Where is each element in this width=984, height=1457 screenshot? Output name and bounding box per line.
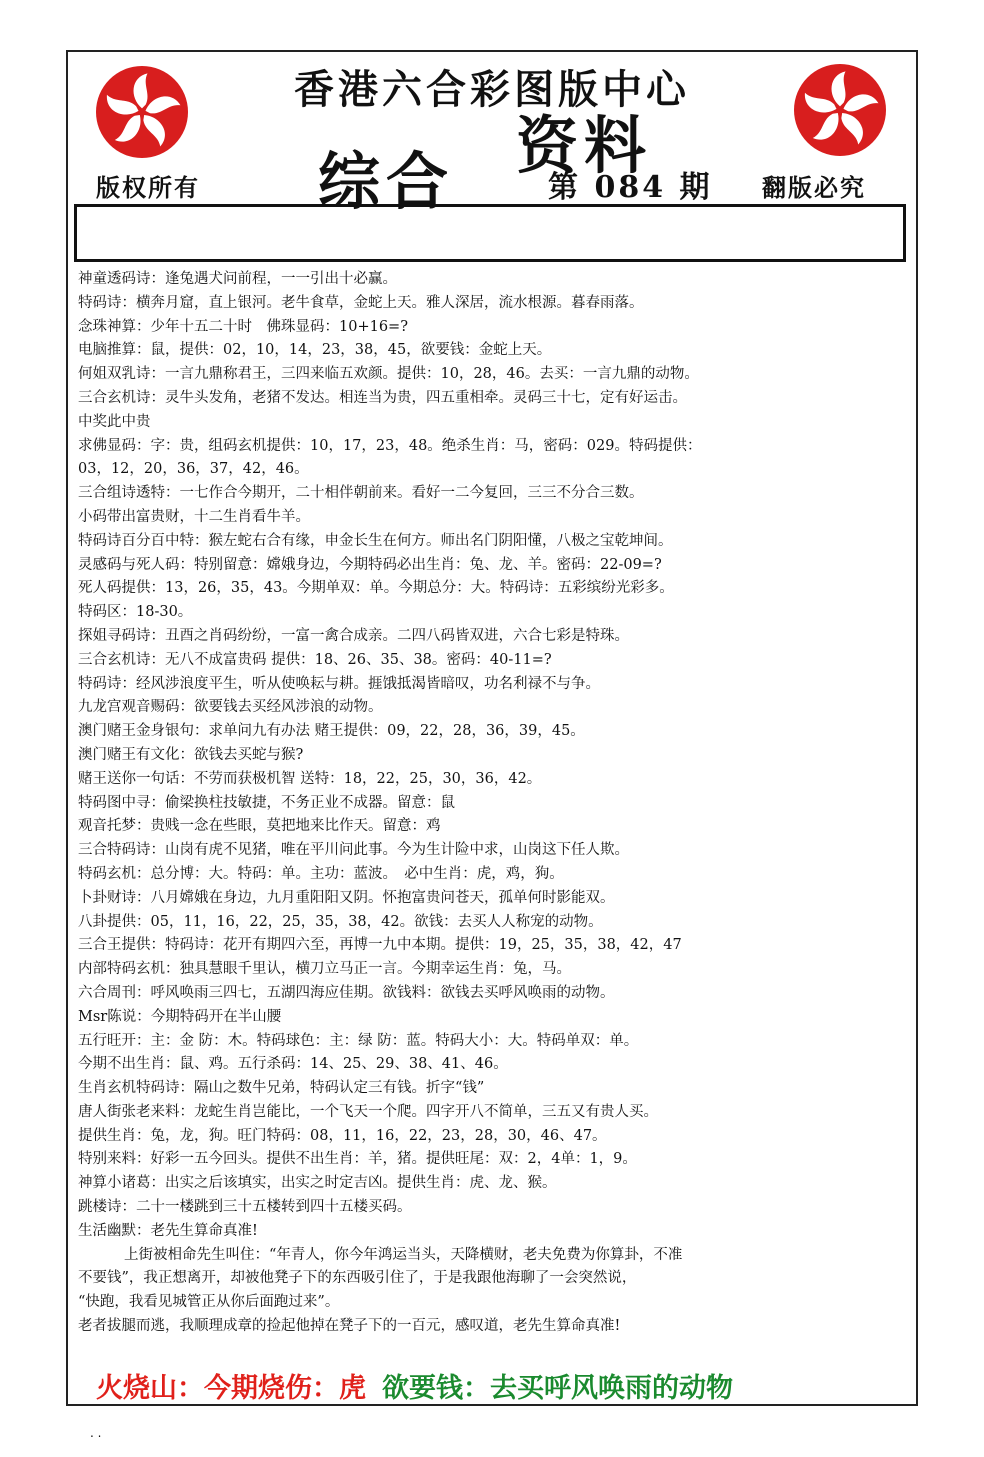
- text-line: 三合玄机诗：灵牛头发角，老猪不发达。相连当为贵，四五重相牵。灵码三十七，定有好运击。: [78, 389, 687, 406]
- text-line: Msr陈说：今期特码开在半山腰: [78, 1008, 282, 1025]
- content-body: [78, 268, 912, 1339]
- footer-green-text: 欲要钱：去买呼风唤雨的动物: [382, 1373, 733, 1404]
- text-line: 特码玄机：总分博：大。特码：单。主功：蓝波。 必中生肖：虎，鸡，狗。: [78, 865, 564, 882]
- text-line: 生活幽默：老先生算命真准!: [78, 1222, 258, 1239]
- big-title-left: 综合: [318, 145, 455, 218]
- text-line: 跳楼诗：二十一楼跳到三十五楼转到四十五楼买码。: [78, 1199, 412, 1216]
- bottom-dots: . .: [90, 1426, 102, 1440]
- text-line: 探姐寻码诗：丑酉之肖码纷纷，一富一禽合成亲。二四八码皆双进，六合七彩是特珠。: [78, 627, 629, 644]
- text-line: 提供生肖：兔，龙，狗。旺门特码：08，11，16，22，23，28，30，46、47。: [78, 1127, 607, 1144]
- text-line: 念珠神算：少年十五二十时 佛珠显码：10+16=?: [78, 318, 408, 335]
- text-line: 电脑推算：鼠，提供：02，10，14，23，38，45，欲要钱：金蛇上天。: [78, 342, 552, 359]
- footer-banner: [96, 1366, 733, 1405]
- text-line: 五行旺开：主：金 防：木。特码球色：主：绿 防：蓝。特码大小：大。特码单双：单。: [78, 1032, 639, 1049]
- text-line: 生肖玄机特码诗：隔山之数牛兄弟，特码认定三有钱。折字“钱”: [78, 1080, 485, 1097]
- text-line: 三合玄机诗：无八不成富贵码 提供：18、26、35、38。密码：40-11=?: [78, 651, 552, 668]
- text-lines: [78, 268, 912, 1244]
- text-line: 死人码提供：13，26，35，43。今期单双：单。今期总分：大。特码诗：五彩缤纷光彩多。: [78, 580, 674, 597]
- banner-box: [74, 204, 906, 262]
- text-line: 灵感码与死人码：特别留意：嫦娥身边，今期特码必出生肖：兔、龙、羊。密码：22-09=?: [78, 556, 662, 573]
- copyright-left: 版权所有: [96, 173, 200, 202]
- footer-red-text: 火烧山：今期烧伤：虎: [96, 1373, 366, 1404]
- text-line: 内部特码玄机：独具慧眼千里认，横刀立马正一言。今期幸运生肖：兔，马。: [78, 961, 571, 978]
- bauhinia-logo-right-icon: [794, 64, 886, 156]
- text-line: 三合组诗透特：一七作合今期开，二十相伴朝前来。看好一二今复回，三三不分合三数。: [78, 485, 644, 502]
- text-line: 特码图中寻：偷梁换柱技敏捷，不务正业不成器。留意：鼠: [78, 794, 455, 811]
- page-title: 香港六合彩图版中心: [294, 66, 690, 113]
- text-line: 神算小诸葛：出实之后该填实，出实之时定吉凶。提供生肖：虎、龙、猴。: [78, 1175, 557, 1192]
- text-line: 八卦提供：05，11，16，22，25，35，38，42。欲钱：去买人人称宠的动物。: [78, 913, 603, 930]
- text-line: 三合王提供：特码诗：花开有期四六至，再博一九中本期。提供：19，25，35，38，42，47: [78, 937, 682, 954]
- text-line: 特码诗：经风涉浪度平生，听从使唤耘与耕。捱饿抵渴皆暗叹，功名利禄不与争。: [78, 675, 600, 692]
- story-line: 不要钱”，我正想离开，却被他凳子下的东西吸引住了，于是我跟他海聊了一会突然说，: [78, 1270, 637, 1287]
- text-line: 澳门赌王金身银句：求单问九有办法 赌王提供：09，22，28，36，39，45。: [78, 723, 585, 740]
- copyright-right: 翻版必究: [762, 173, 866, 202]
- text-line: 神童透码诗：逢兔遇犬问前程，一一引出十必赢。: [78, 271, 397, 287]
- text-line: 03，12，20，36，37，42，46。: [78, 461, 309, 478]
- story-line: 上街被相命先生叫住：“年青人，你今年鸿运当头，天降横财，老夫免费为你算卦，不准: [124, 1246, 683, 1263]
- text-line: 赌王送你一句话：不劳而获极机智 送特：18，22，25，30，36，42。: [78, 770, 542, 787]
- text-line: 特码区：18-30。: [78, 604, 193, 621]
- story-line: “快跑，我看见城管正从你后面跑过来”。: [78, 1294, 340, 1311]
- text-line: 六合周刊：呼风唤雨三四七，五湖四海应佳期。欲钱料：欲钱去买呼风唤雨的动物。: [78, 984, 615, 1001]
- story-paragraph: [78, 1244, 912, 1339]
- story-line: 老者拔腿而逃，我顺理成章的捡起他掉在凳子下的一百元，感叹道，老先生算命真准!: [78, 1318, 621, 1335]
- text-line: 九龙宫观音赐码：欲要钱去买经风涉浪的动物。: [78, 699, 383, 716]
- text-line: 澳门赌王有文化：欲钱去买蛇与猴?: [78, 746, 304, 763]
- bauhinia-logo-left-icon: [96, 66, 188, 158]
- text-line: 何姐双乳诗：一言九鼎称君王，三四来临五欢颜。提供：10，28，46。去买：一言九鼎的动物。: [78, 366, 699, 383]
- text-line: 卜卦财诗：八月嫦娥在身边，九月重阳阳又阴。怀抱富贵问苍天，孤单何时影能双。: [78, 889, 615, 906]
- text-line: 特码诗百分百中特：猴左蛇右合有缘，申金长生在何方。师出名门阴阳懂，八极之宝乾坤间。: [78, 532, 673, 549]
- text-line: 三合特码诗：山岗有虎不见猪，唯在平川问此事。今为生计险中求，山岗这下任人欺。: [78, 842, 629, 859]
- text-line: 今期不出生肖：鼠、鸡。五行杀码：14、25、29、38、41、46。: [78, 1056, 508, 1073]
- text-line: 求佛显码：字：贵，组码玄机提供：10，17，23，48。绝杀生肖：马，密码：029。特码提供：: [78, 437, 702, 454]
- text-line: 中奖此中贵: [78, 413, 151, 430]
- issue-number: 第 084 期: [548, 170, 713, 205]
- text-line: 特别来料：好彩一五今回头。提供不出生肖：羊，猪。提供旺尾：双：2，4单：1，9。: [78, 1151, 637, 1168]
- big-title-right: 资料: [516, 109, 653, 182]
- text-line: 特码诗：横奔月窟，直上银河。老牛食草，金蛇上天。雅人深居，流水根源。暮春雨落。: [78, 294, 644, 311]
- text-line: 观音托梦：贵贱一念在些眼，莫把地来比作天。留意：鸡: [78, 818, 441, 835]
- text-line: 唐人街张老来料：龙蛇生肖岂能比，一个飞天一个爬。四字开八不简单，三五又有贵人买。: [78, 1103, 658, 1120]
- text-line: 小码带出富贵财，十二生肖看牛羊。: [78, 508, 310, 525]
